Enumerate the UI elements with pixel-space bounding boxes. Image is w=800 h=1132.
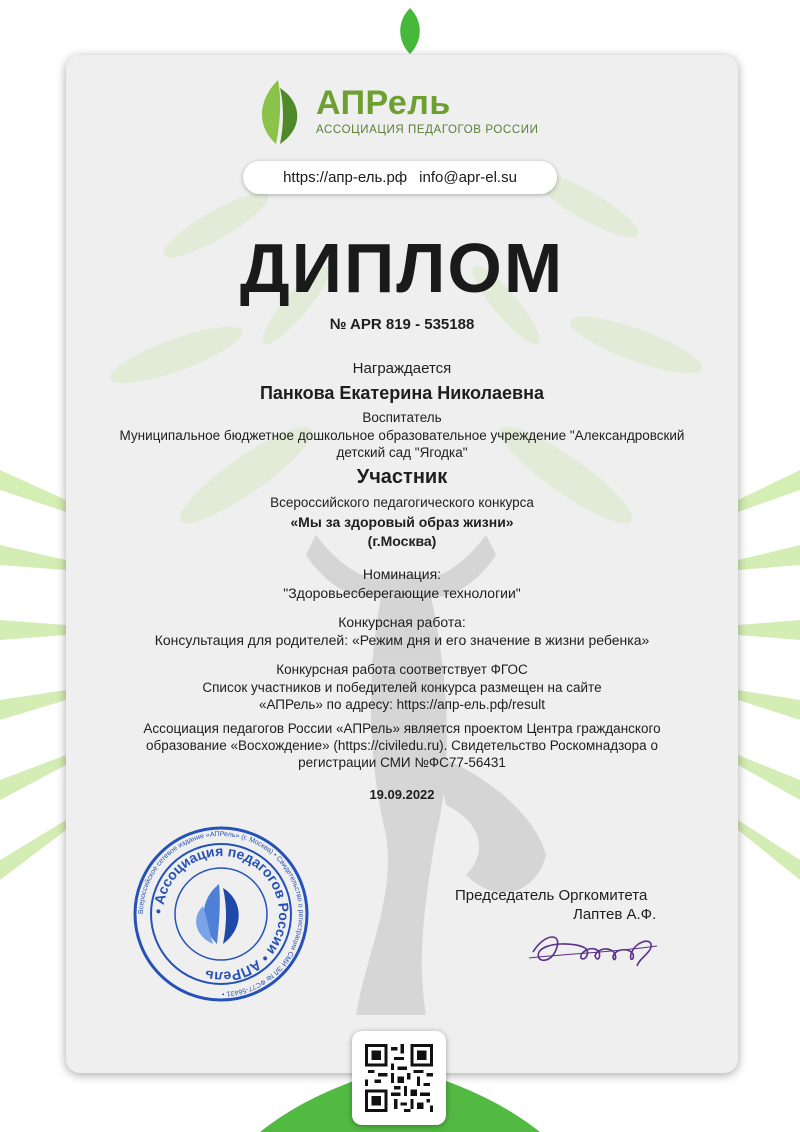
issue-date: 19.09.2022	[369, 787, 435, 802]
diploma-number: № APR 819 - 535188	[329, 316, 475, 333]
seal-inner-text: • Ассоциация педагогов России • АПРель	[149, 842, 293, 986]
work-label: Конкурсная работа:	[338, 614, 466, 630]
results-line-2: «АПРель» по адресу: https://апр-ель.рф/result	[258, 697, 546, 712]
contact-bar	[243, 161, 557, 194]
logo-title: АПРель	[316, 84, 451, 122]
signature	[525, 922, 665, 972]
email-link[interactable]: info@apr-el.su	[419, 169, 517, 186]
status-title: Участник	[356, 466, 448, 488]
contest-city: (г.Москва)	[367, 533, 437, 549]
seal-outer-text: Всероссийское сетевое издание «АПРель» (г. Москва) • Свидетельство о регистрации СМИ ЭЛ № ФС77-56431 •	[137, 830, 305, 998]
top-leaf-icon	[400, 8, 420, 54]
recipient-name: Панкова Екатерина Николаевна	[259, 383, 544, 403]
organization-line-2: детский сад "Ягодка"	[336, 445, 468, 460]
association-line-2: образование «Восхождение» (https://civiledu.ru). Свидетельство Роскомнадзора о	[146, 738, 658, 753]
signatory-role: Председатель Оргкомитета	[455, 887, 648, 904]
diploma-title: ДИПЛОМ	[239, 229, 565, 307]
fgos-note: Конкурсная работа соответствует ФГОС	[276, 662, 528, 677]
association-line-1: Ассоциация педагогов России «АПРель» является проектом Центра гражданского	[143, 721, 661, 736]
logo-subtitle: АССОЦИАЦИЯ ПЕДАГОГОВ РОССИИ	[316, 124, 539, 136]
recipient-position: Воспитатель	[362, 410, 442, 425]
leaf-icon	[250, 78, 306, 146]
signatory-block	[455, 886, 685, 924]
contest-intro: Всероссийского педагогического конкурса	[270, 495, 534, 510]
results-line-1: Список участников и победителей конкурса размещен на сайте	[202, 680, 602, 695]
seal-leaf-icon	[196, 884, 239, 944]
contest-name: «Мы за здоровый образ жизни»	[290, 514, 514, 530]
seal-stamp	[133, 826, 309, 1002]
site-link[interactable]: https://апр-ель.рф	[283, 169, 408, 186]
organization-line-1: Муниципальное бюджетное дошкольное образовательное учреждение "Александровский	[119, 428, 685, 443]
logo	[250, 78, 560, 148]
qr-code-icon[interactable]	[365, 1044, 433, 1112]
awarded-label: Награждается	[352, 360, 452, 377]
association-line-3: регистрации СМИ №ФС77-56431	[298, 755, 506, 770]
work-title: Консультация для родителей: «Режим дня и его значение в жизни ребенка»	[154, 632, 650, 648]
nomination-value: "Здоровьесберегающие технологии"	[283, 585, 521, 601]
nomination-label: Номинация:	[362, 566, 442, 582]
qr-code-box	[352, 1031, 446, 1125]
signatory-name: Лаптев А.Ф.	[573, 906, 657, 923]
